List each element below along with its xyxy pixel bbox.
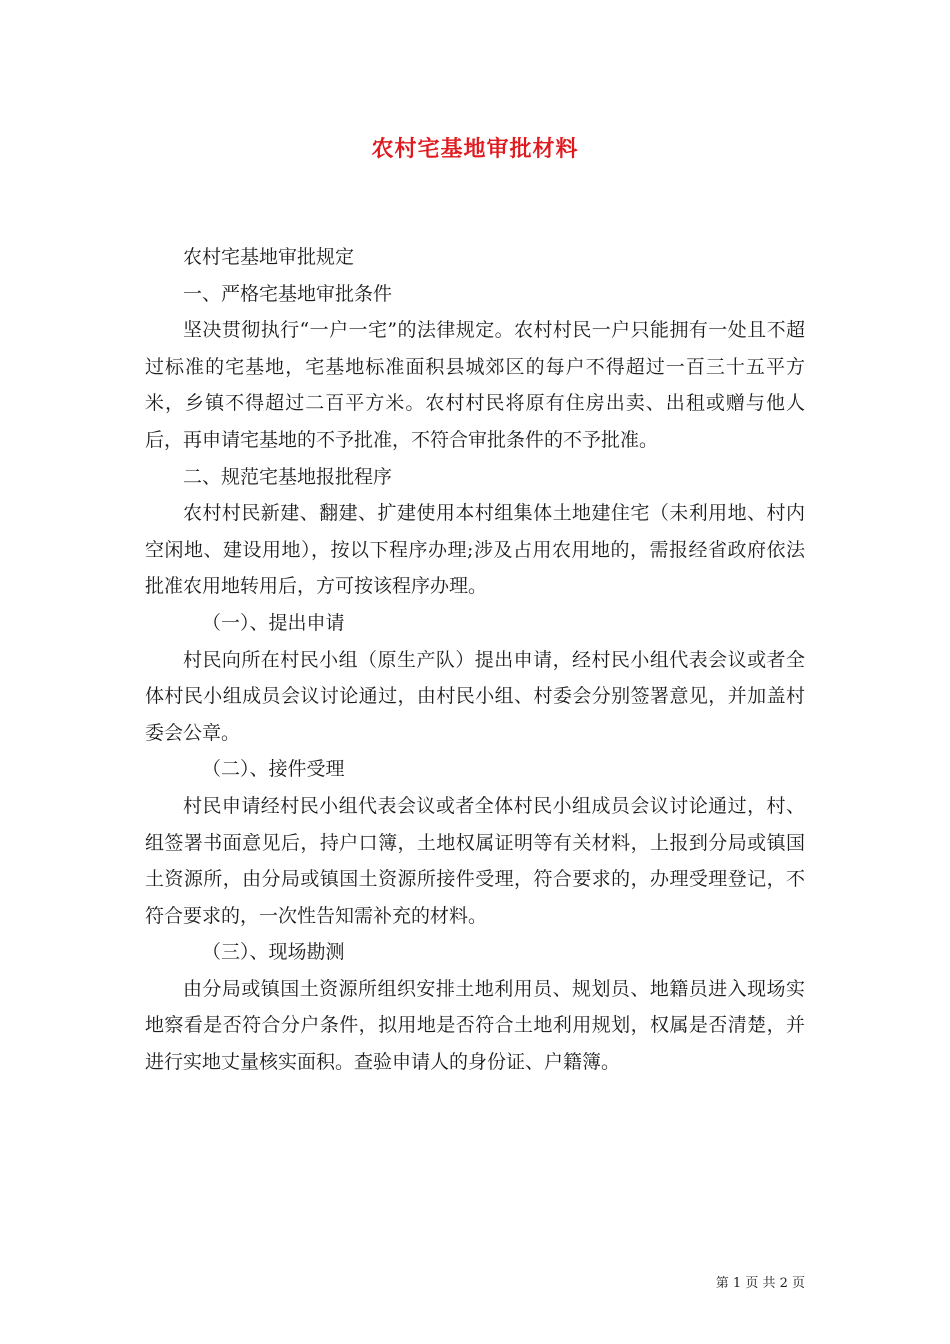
subsection-heading-application: （一）、提出申请 xyxy=(202,611,345,634)
document-body xyxy=(145,239,805,1081)
paragraph-survey: 由分局或镇国土资源所组织安排土地利用员、规划员、地籍员进入现场实地察看是否符合分户条件，拟用地是否符合土地利用规划，权属是否清楚，并进行实地丈量核实面积。查验申请人的身份证、户籍簿。 xyxy=(145,977,805,1074)
section-heading-regulations: 农村宅基地审批规定 xyxy=(183,246,355,268)
section-heading-1: 一、严格宅基地审批条件 xyxy=(183,282,393,305)
page-number: 第 1 页 共 2 页 xyxy=(715,1276,805,1291)
paragraph-acceptance: 村民申请经村民小组代表会议或者全体村民小组成员会议讨论通过，村、组签署书面意见后，持户口簿，土地权属证明等有关材料，上报到分局或镇国土资源所，由分局或镇国土资源所接件受理，符合要求的，办理受理登记，不符合要求的，一次性告知需补充的材料。 xyxy=(145,794,805,927)
paragraph-application: 村民向所在村民小组（原生产队）提出申请，经村民小组代表会议或者全体村民小组成员会议讨论通过，由村民小组、村委会分别签署意见，并加盖村委会公章。 xyxy=(145,648,805,744)
document-title: 农村宅基地审批材料 xyxy=(371,136,579,162)
paragraph-approval-procedure: 农村村民新建、翻建、扩建使用本村组集体土地建住宅（未利用地、村内空闲地、建设用地），按以下程序办理;涉及占用农用地的，需报经省政府依法批准农用地转用后，方可按该程序办理。 xyxy=(145,502,805,598)
paragraph-approval-conditions: 坚决贯彻执行“一户一宅”的法律规定。农村村民一户只能拥有一处且不超过标准的宅基地，宅基地标准面积县城郊区的每户不得超过一百三十五平方米，乡镇不得超过二百平方米。农村村民将原有住房出卖、出租或赠与他人后，再申请宅基地的不予批准，不符合审批条件的不予批准。 xyxy=(145,319,805,451)
subsection-heading-survey: （三）、现场勘测 xyxy=(202,941,345,964)
subsection-heading-acceptance: （二）、接件受理 xyxy=(202,758,345,781)
section-heading-2: 二、规范宅基地报批程序 xyxy=(183,465,393,488)
